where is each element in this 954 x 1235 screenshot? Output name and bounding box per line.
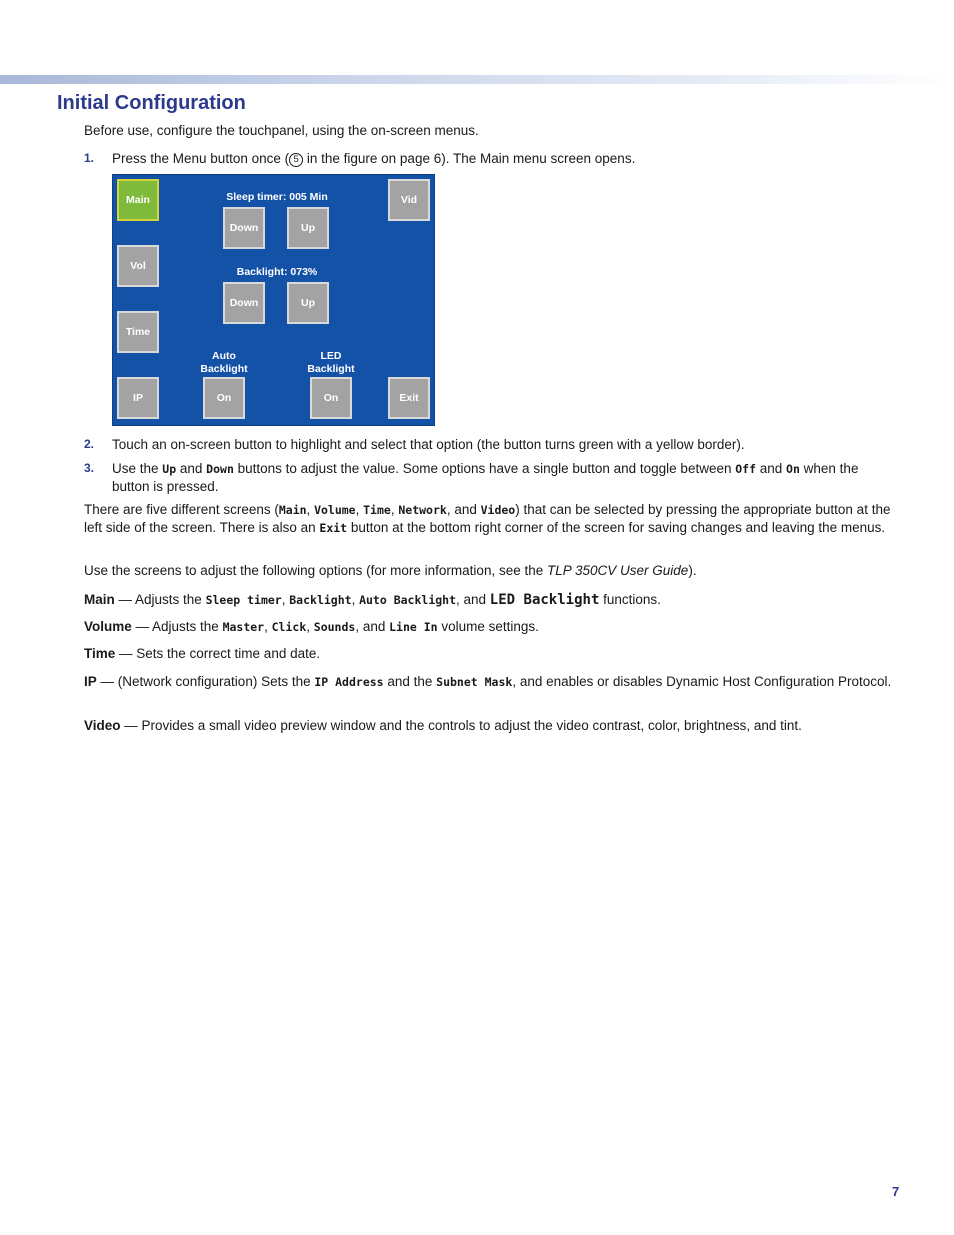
code-term: Network — [398, 503, 447, 517]
label-line: Backlight — [307, 363, 355, 375]
definition-term: Volume — [84, 619, 132, 634]
callout-number: 5 — [289, 153, 303, 167]
led-backlight-label — [296, 350, 366, 376]
definition-volume — [84, 618, 899, 636]
screens-paragraph — [84, 501, 899, 537]
text-run: buttons to adjust the value. Some options have a single button and toggle between — [233, 461, 736, 476]
text-run: and the — [383, 674, 437, 689]
code-term: Sounds — [313, 620, 356, 634]
code-term: Down — [206, 462, 234, 476]
step-text — [112, 460, 899, 495]
code-term: Auto Backlight — [359, 593, 457, 607]
label-line: Auto — [212, 350, 236, 362]
step-text-part: Press the Menu button once ( — [112, 151, 290, 166]
options-paragraph — [84, 562, 899, 579]
text-run: — Provides a small video preview window and the controls to adjust the video contrast, color, brightness, and tint. — [120, 718, 802, 733]
step-number: 2. — [84, 437, 95, 451]
code-term: LED Backlight — [489, 592, 600, 608]
sleep-timer-label: Sleep timer: 005 Min — [226, 191, 328, 203]
time-button[interactable]: Time — [117, 311, 159, 353]
label-line: Backlight — [200, 363, 248, 375]
auto-backlight-on-button[interactable]: On — [203, 377, 245, 419]
text-run: , and — [446, 502, 481, 517]
vol-button[interactable]: Vol — [117, 245, 159, 287]
code-term: Backlight — [289, 593, 352, 607]
code-term: Line In — [389, 620, 438, 634]
text-run: Use the screens to adjust the following options (for more information, see the — [84, 563, 547, 578]
code-term: Video — [480, 503, 516, 517]
step-text: Touch an on-screen button to highlight and select that option (the button turns green with a yellow border). — [112, 437, 745, 452]
text-run: There are five different screens ( — [84, 502, 279, 517]
text-run: button at the bottom right corner of the screen for saving changes and leaving the menus. — [347, 520, 886, 535]
code-term: Off — [735, 462, 757, 476]
text-run: , — [306, 619, 314, 634]
text-run: and — [176, 461, 207, 476]
code-term: Main — [278, 503, 307, 517]
step-number: 1. — [84, 151, 95, 165]
code-term: Up — [162, 462, 177, 476]
text-run: , — [306, 502, 315, 517]
code-term: Subnet Mask — [436, 675, 513, 689]
definition-time — [84, 645, 899, 662]
code-term: On — [786, 462, 800, 476]
ip-button[interactable]: IP — [117, 377, 159, 419]
text-run: — Adjusts the — [114, 592, 206, 607]
code-term: Exit — [319, 521, 348, 535]
exit-button[interactable]: Exit — [388, 377, 430, 419]
text-run: functions. — [599, 592, 661, 607]
auto-backlight-label — [189, 350, 259, 376]
led-backlight-on-button[interactable]: On — [310, 377, 352, 419]
backlight-label: Backlight: 073% — [236, 266, 318, 278]
code-term: Click — [271, 620, 307, 634]
definition-term: Time — [84, 646, 116, 661]
text-run: Use the — [112, 461, 163, 476]
definition-term: Main — [84, 592, 115, 607]
text-run: , — [264, 619, 272, 634]
vid-button[interactable]: Vid — [388, 179, 430, 221]
text-run: and — [756, 461, 787, 476]
definition-video — [84, 717, 899, 734]
touchpanel-main-menu — [112, 174, 435, 426]
text-run: , — [281, 592, 290, 607]
step-text — [112, 150, 899, 167]
header-rule — [0, 75, 954, 84]
step-3 — [84, 460, 899, 495]
text-run: , and — [456, 592, 490, 607]
text-run: — (Network configuration) Sets the — [96, 674, 315, 689]
step-text-part: in the figure on page 6). The Main menu screen opens. — [303, 151, 636, 166]
definition-ip — [84, 673, 899, 691]
text-run: — Adjusts the — [131, 619, 223, 634]
guide-title: TLP 350CV User Guide — [547, 563, 689, 578]
page-title: Initial Configuration — [57, 92, 246, 114]
code-term: Volume — [314, 503, 356, 517]
text-run: , and — [355, 619, 390, 634]
text-run: when the button is pressed. — [112, 461, 859, 494]
code-term: IP Address — [314, 675, 384, 689]
code-term: Time — [363, 503, 391, 517]
backlight-up-button[interactable]: Up — [287, 282, 329, 324]
text-run: ) that can be selected by pressing the appropriate button at the left side of the screen. There is also an — [84, 502, 891, 535]
text-run: , — [351, 592, 360, 607]
backlight-down-button[interactable]: Down — [223, 282, 265, 324]
code-term: Sleep timer — [205, 593, 282, 607]
text-run: , — [390, 502, 399, 517]
text-run: ). — [688, 563, 697, 578]
text-run: volume settings. — [437, 619, 539, 634]
text-run: — Sets the correct time and date. — [115, 646, 321, 661]
definition-term: Video — [84, 718, 121, 733]
step-1 — [84, 150, 899, 167]
label-line: LED — [320, 350, 342, 362]
step-number: 3. — [84, 461, 95, 475]
page-number: 7 — [892, 1184, 900, 1199]
text-run: , and enables or disables Dynamic Host Configuration Protocol. — [512, 674, 892, 689]
intro-text: Before use, configure the touchpanel, using the on-screen menus. — [84, 123, 479, 138]
definition-main — [84, 591, 899, 609]
definition-term: IP — [84, 674, 97, 689]
sleep-up-button[interactable]: Up — [287, 207, 329, 249]
code-term: Master — [222, 620, 265, 634]
step-2 — [84, 436, 899, 453]
sleep-down-button[interactable]: Down — [223, 207, 265, 249]
text-run: , — [355, 502, 364, 517]
main-button[interactable]: Main — [117, 179, 159, 221]
